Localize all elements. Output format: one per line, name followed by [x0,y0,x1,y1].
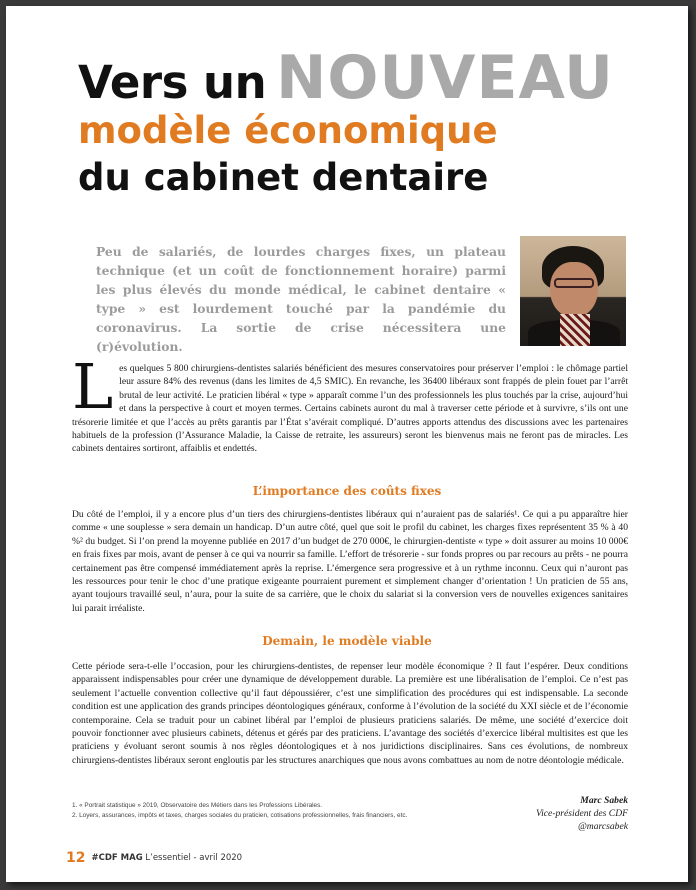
drop-cap: L [72,350,114,423]
photo-face [550,262,598,318]
footnote-2: 2. Loyers, assurances, impôts et taxes, charges sociales du praticien, cotisations professionnelles, frais financiers, etc. [72,812,408,819]
paragraph-3: Cette période sera-t-elle l’occasion, pour les chirurgiens-dentistes, de repenser leur modèle économique ? Il faut l’espérer. Deux conditions apparaissent indispensables pour créer une dynamique de développement durable. La première est une libéralisation de l’emploi. Ce n’est pas seulement l’actuelle convention collective qu’il faut dépoussiérer, c’est une simplification des procédures qui est indispensable. La seconde condition est une application des grands principes déontologiques généraux, conforme à l’évolution de la société du XXI siècle et de l’économie contemporaine. Cela se traduit pour un cabinet libéral par l’emploi de plusieurs praticiens salariés. De même, une société d’exercice doit pouvoir fonctionner avec plusieurs cabinets, détenus et gérés par des praticiens. L’avantage des sociétés d’exercice libéral multisites est que les praticiens y évoluant seront soumis à nos règles déontologiques et à nos juridictions disciplinaires. Sans ces évolutions, de nombreux chirurgiens-dentistes libéraux seront engloutis par les structures anarchiques que nous avons combattues au nom de notre déontologie médicale. [72,661,628,766]
magazine-page [6,6,688,882]
footnote-1: 1. « Portrait statistique » 2019, Observatoire des Métiers dans les Professions Libérales. [72,802,323,809]
author-photo [520,236,626,346]
title-line-2: modèle économique [78,109,498,152]
photo-scarf [560,314,590,346]
title-line-1 [78,43,658,113]
paragraph-1 [72,350,628,456]
author-signature [476,794,628,833]
article-title [78,43,658,199]
title-part-1: Vers un [78,56,267,109]
section-heading-fixed-costs: L’importance des coûts fixes [252,484,442,498]
paragraph-2: Du côté de l’emploi, il y a encore plus d’un tiers des chirurgiens-dentistes libéraux qui n’auraient pas de salariés¹. Ce qui a pu apparaître hier comme « une souplesse » sera demain un handicap. D’un autre côté, quel que soit le profil du cabinet, les charges fixes représentent 35 % à 40 %² du budget. Si l’on prend la moyenne publiée en 2017 d’un budget de 270 000€, le chirurgien-dentiste « type » doit assurer au moins 10 000€ en frais fixes par mois, avant de penser à ce qui va nourrir sa famille. L’effort de trésorerie - sur fonds propres ou par recours au prêts - ne pourra certainement pas être compensé immédiatement après la reprise. L’émergence sera progressive et à un rythme inconnu. Ceux qui n’auront pas les ressources pour tenir le choc d’une pratique exigeante pourraient purement et simplement changer d’orientation ! Un praticien de 55 ans, ayant toujours travaillé seul, n’aura, pour la suite de sa carrière, que le choix du salariat si la conversion vers de nouvelles exigences sanitaires lui parait irréaliste. [72,509,628,614]
author-role: Vice-président des CDF [535,808,628,819]
footnotes [72,801,492,821]
author-name: Marc Sabek [580,795,628,806]
paragraph-1-text: es quelques 5 800 chirurgiens-dentistes salariés bénéficient des mesures conservatoires pour préserver l’emploi : le chômage partiel leur assure 84% des revenus (dans les limites de 4,5 SMIC). En revanche, les 36400 libéraux sont frappés de plein fouet par l’arrêt brutal de leur activité. Le praticien libéral « type » apparaît comme l’un des professionnels les plus touchés par la crise, aujourd’hui et dans la perspective à court et moyen termes. Certains cabinets auront du mal à traverser cette période et à survivre, s’ils ont une trésorerie limitée et que l’accès au prêts garantis par l’État s’avérait compliqué. D’autres apports attendus des discussions avec les partenaires habituels de la profession (l’Assurance Maladie, la Caisse de retraite, les assureurs) seront les bienvenus mais ne feront pas de miracles. Les cabinets dentaires sortiront, affaiblis et endettés. [72,363,628,455]
magazine-brand: #CDF MAG [91,853,143,863]
title-line-3: du cabinet dentaire [78,156,489,199]
author-handle: @marcsabek [577,821,628,832]
magazine-issue: L’essentiel - avril 2020 [145,853,243,863]
section-heading-viable-model: Demain, le modèle viable [262,634,432,648]
page-folio [66,850,242,866]
page-number: 12 [66,850,86,866]
article-lead: Peu de salariés, de lourdes charges fixes, un plateau technique (et un coût de fonctionnement horaire) parmi les plus élevés du monde médical, le cabinet dentaire « type » est lourdement touché par la pandémie du coronavirus. La sortie de crise nécessitera une (r)évolution. [96,244,506,354]
photo-glasses [554,278,594,288]
title-part-2: NOUVEAU [276,43,614,113]
